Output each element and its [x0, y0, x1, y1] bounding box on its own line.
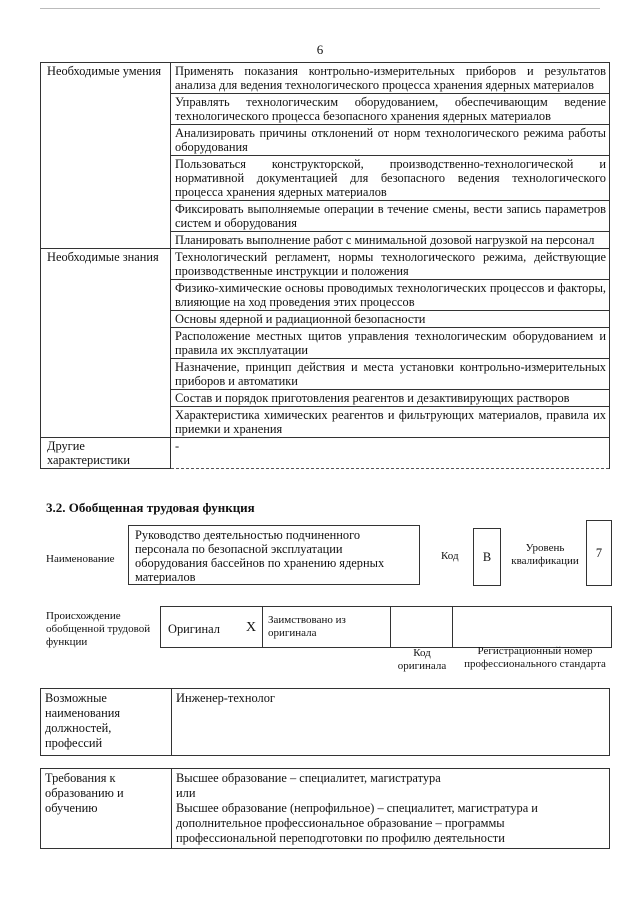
education-line: или: [176, 786, 196, 800]
skills-item: Назначение, принцип действия и места установки контрольно-измерительных приборов и автоматики: [171, 359, 610, 390]
function-name-box: [128, 525, 420, 585]
skills-item: Пользоваться конструкторской, производственно-технологической и нормативной документацией для безопасного ведения технологического процесса хранения ядерных материалов: [171, 156, 610, 201]
origin-divider-3: [452, 606, 453, 647]
skills-row: [41, 249, 610, 280]
original-label: Оригинал: [168, 622, 220, 636]
skills-row: [41, 63, 610, 94]
skills-item: Технологический регламент, нормы технологического режима, действующие производственные инструкции и положения: [171, 249, 610, 280]
education-line: Высшее образование (непрофильное) – специалитет, магистратура и дополнительное профессиональное образование – программы профессиональной переподготовки по профилю деятельности: [176, 801, 538, 845]
positions-value: Инженер-технолог: [172, 689, 610, 756]
skills-row-header: Необходимые умения: [41, 63, 171, 249]
skills-row-header: Необходимые знания: [41, 249, 171, 438]
education-table: [40, 768, 610, 849]
positions-table: [40, 688, 610, 756]
level-label: Уровень квалификации: [511, 542, 579, 567]
origin-code-label: Код оригинала: [397, 647, 447, 672]
skills-item: Расположение местных щитов управления технологическим оборудованием и правила их эксплуатации: [171, 328, 610, 359]
origin-label: Происхождение обобщенной трудовой функции: [46, 610, 151, 648]
function-name-value: Руководство деятельностью подчиненного персонала по безопасной эксплуатации оборудования бассейнов по хранению ядерных материалов: [135, 528, 385, 584]
origin-divider-1: [262, 606, 263, 647]
code-label: Код: [441, 550, 459, 562]
level-value-box: [586, 520, 612, 586]
skills-item: Состав и порядок приготовления реагентов и дезактивирующих растворов: [171, 390, 610, 407]
skills-row: [41, 438, 610, 469]
level-value: 7: [595, 546, 603, 560]
education-header: Требования к образованию и обучению: [41, 769, 172, 849]
education-line: Высшее образование – специалитет, магистратура: [176, 771, 441, 785]
code-value-box: [473, 528, 501, 586]
skills-item: Фиксировать выполняемые операции в течение смены, вести запись параметров систем и оборудования: [171, 201, 610, 232]
origin-row-box: [160, 606, 612, 648]
section-title: 3.2. Обобщенная трудовая функция: [46, 500, 255, 515]
positions-header: Возможные наименования должностей, профессий: [41, 689, 172, 756]
skills-item: Анализировать причины отклонений от норм технологического режима работы оборудования: [171, 125, 610, 156]
reg-number-label: Регистрационный номер профессионального стандарта: [464, 645, 606, 670]
skills-item: Планировать выполнение работ с минимальной дозовой нагрузкой на персонал: [171, 232, 610, 249]
education-value: [172, 769, 610, 849]
skills-row-header: Другие характеристики: [41, 438, 171, 469]
skills-item: Характеристика химических реагентов и фильтрующих материалов, правила их приемки и хранения: [171, 407, 610, 438]
skills-item: Управлять технологическим оборудованием, обеспечивающим ведение технологического процесса безопасного хранения ядерных материалов: [171, 94, 610, 125]
name-label: Наименование: [46, 553, 115, 565]
skills-item: Применять показания контрольно-измерительных приборов и результатов анализа для ведения технологического процесса хранения ядерных материалов: [171, 63, 610, 94]
skills-item: Физико-химические основы проводимых технологических процессов и факторы, влияющие на ход проведения этих процессов: [171, 280, 610, 311]
skills-item: -: [171, 438, 610, 469]
skills-knowledge-table: [40, 62, 610, 469]
top-scan-line: [40, 8, 600, 9]
borrowed-label: Заимствовано из оригинала: [268, 614, 346, 639]
skills-item: Основы ядерной и радиационной безопасности: [171, 311, 610, 328]
code-value: B: [482, 550, 492, 564]
origin-divider-2: [390, 606, 391, 647]
original-mark: X: [246, 620, 257, 635]
page-number: 6: [316, 42, 324, 57]
